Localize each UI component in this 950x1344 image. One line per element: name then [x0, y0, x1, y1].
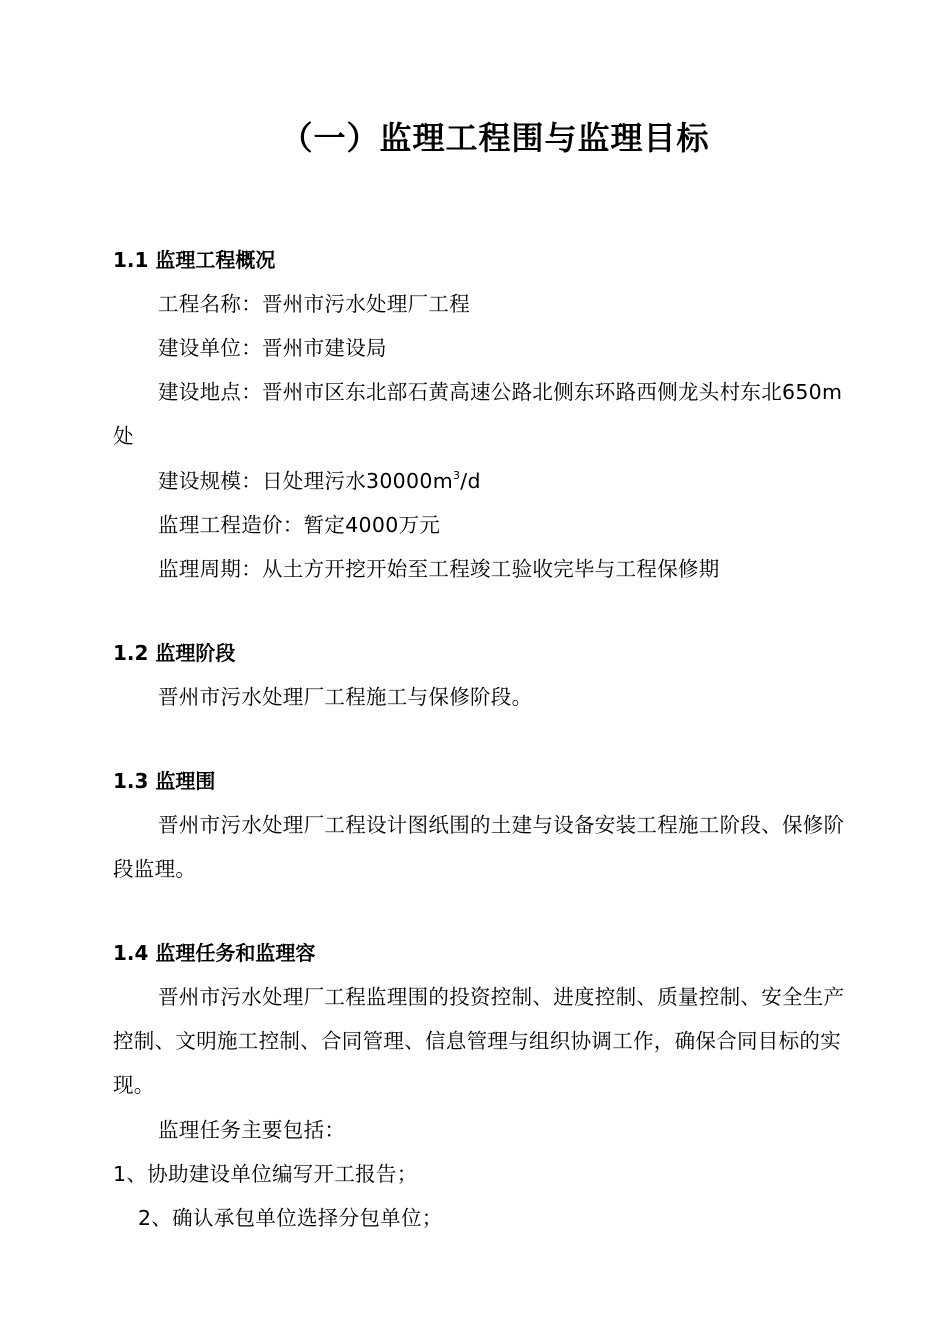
- supervision-cost-line: 监理工程造价：暂定4000万元: [158, 513, 441, 537]
- scale-superscript: 3: [452, 469, 461, 482]
- section-heading-1-3: 1.3 监理围: [113, 769, 216, 793]
- supervision-tasks-paragraph: 晋州市污水处理厂工程监理围的投资控制、进度控制、质量控制、安全生产控制、文明施工控制、合同管理、信息管理与组织协调工作，确保合同目标的实现。: [113, 985, 845, 1097]
- section-heading-1-1: 1.1 监理工程概况: [113, 248, 276, 272]
- scale-unit: /d: [460, 469, 481, 493]
- document-title: （一）监理工程围与监理目标: [280, 119, 710, 157]
- supervision-stage-text: 晋州市污水处理厂工程施工与保修阶段。: [158, 685, 533, 709]
- construction-location-paragraph: 建设地点：晋州市区东北部石黄高速公路北侧东环路西侧龙头村东北650m处: [113, 380, 843, 448]
- section-heading-1-4: 1.4 监理任务和监理容: [113, 941, 316, 965]
- task-item-2: 2、确认承包单位选择分包单位；: [138, 1206, 443, 1230]
- supervision-period-line: 监理周期：从土方开挖开始至工程竣工验收完毕与工程保修期: [158, 557, 720, 581]
- construction-unit-line: 建设单位：晋州市建设局: [158, 336, 387, 360]
- supervision-scope-paragraph: 晋州市污水处理厂工程设计图纸围的土建与设备安装工程施工阶段、保修阶段监理。: [113, 813, 845, 881]
- scale-text: 建设规模：日处理污水30000m: [158, 469, 453, 493]
- tasks-intro-line: 监理任务主要包括：: [158, 1118, 346, 1142]
- construction-scale-line: [113, 459, 863, 503]
- section-heading-1-2: 1.2 监理阶段: [113, 641, 236, 665]
- project-name-line: 工程名称：晋州市污水处理厂工程: [158, 292, 470, 316]
- task-item-1: 1、协助建设单位编写开工报告；: [113, 1162, 418, 1186]
